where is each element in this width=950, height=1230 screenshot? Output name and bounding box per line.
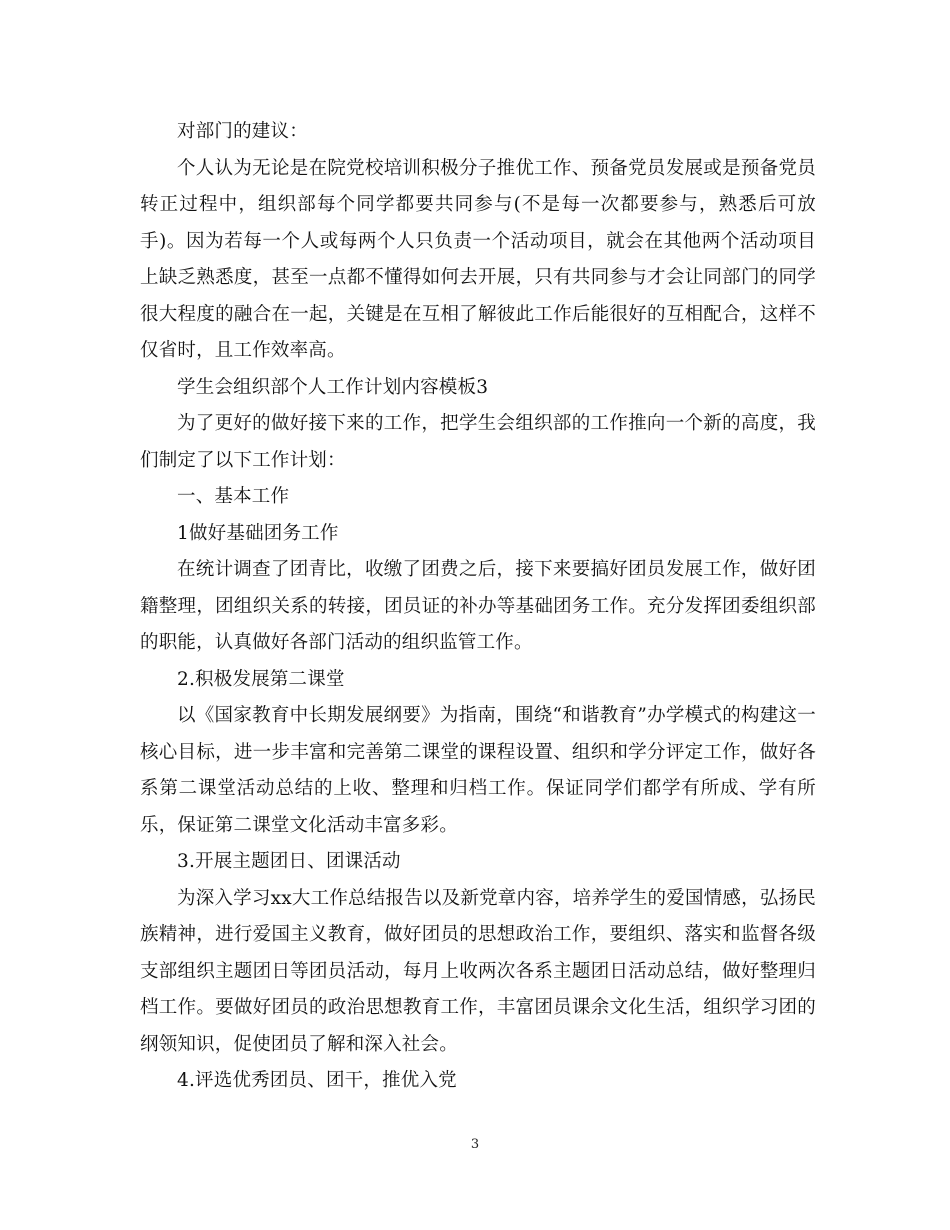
document-body xyxy=(140,114,816,1100)
paragraph-item-2: 以《国家教育中长期发展纲要》为指南，围绕“和谐教育”办学模式的构建这一核心目标，进一步丰富和完善第二课堂的课程设置、组织和学分评定工作，做好各系第二课堂活动总结的上收、整理和归档工作。保证同学们都学有所成、学有所乐，保证第二课堂文化活动丰富多彩。 xyxy=(140,705,816,836)
item-heading-4: 4.评选优秀团员、团干，推优入党 xyxy=(177,1070,457,1091)
section-heading-basic-work: 一、基本工作 xyxy=(177,486,290,507)
paragraph-template-title: 学生会组织部个人工作计划内容模板3 xyxy=(177,376,489,398)
page-number: 3 xyxy=(470,1137,480,1152)
paragraph-item-1: 在统计调查了团青比，收缴了团费之后，接下来要搞好团员发展工作，做好团籍整理，团组织关系的转接，团员证的补办等基础团务工作。充分发挥团委组织部的职能，认真做好各部门活动的组织监管工作。 xyxy=(140,559,816,653)
item-heading-1: 1做好基础团务工作 xyxy=(177,522,339,544)
paragraph-item-3: 为深入学习xx大工作总结报告以及新党章内容，培养学生的爱国情感，弘扬民族精神，进行爱国主义教育，做好团员的思想政治工作，要组织、落实和监督各级支部组织主题团日等团员活动，每月上收两次各系主题团日活动总结，做好整理归档工作。要做好团员的政治思想教育工作，丰富团员课余文化生活，组织学习团的纲领知识，促使团员了解和深入社会。 xyxy=(140,887,816,1055)
paragraph-personal-opinion: 个人认为无论是在院党校培训积极分子推优工作、预备党员发展或是预备党员转正过程中，组织部每个同学都要共同参与(不是每一次都要参与，熟悉后可放手)。因为若每一个人或每两个人只负责一个活动项目，就会在其他两个活动项目上缺乏熟悉度，甚至一点都不懂得如何去开展，只有共同参与才会让同部门的同学很大程度的融合在一起，关键是在互相了解彼此工作后能很好的互相配合，这样不仅省时，且工作效率高。 xyxy=(140,157,816,361)
paragraph-intro: 为了更好的做好接下来的工作，把学生会组织部的工作推向一个新的高度，我们制定了以下工作计划： xyxy=(140,413,816,471)
item-heading-3: 3.开展主题团日、团课活动 xyxy=(177,851,401,872)
paragraph-dept-suggestion-heading: 对部门的建议： xyxy=(177,121,308,142)
item-heading-2: 2.积极发展第二课堂 xyxy=(177,668,345,690)
